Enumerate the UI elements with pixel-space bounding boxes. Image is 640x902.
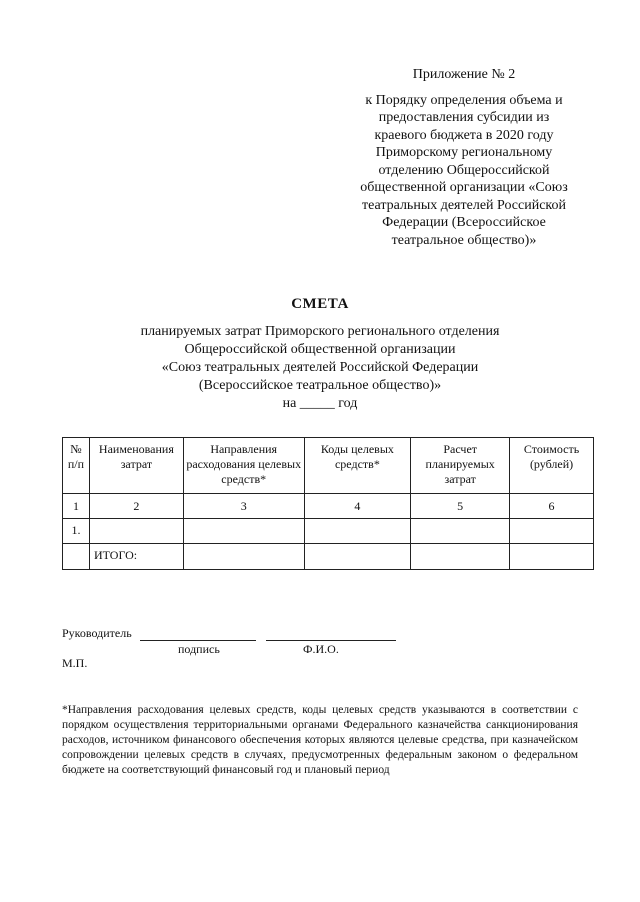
signature-caption: подпись [178, 642, 220, 656]
header-cell-number: № п/п [63, 438, 90, 494]
subtitle-line: Общероссийской общественной организации [184, 342, 456, 357]
header-cell-cost: Стоимость (рублей) [510, 438, 594, 494]
estimate-table [62, 437, 594, 570]
appendix-block [330, 66, 598, 249]
subtitle-year-line: на _____ год [282, 396, 358, 411]
appendix-line: общественной организации «Союз [360, 180, 568, 195]
column-number-row [63, 494, 594, 519]
column-number: 3 [183, 494, 304, 519]
appendix-line: к Порядку определения объема и [365, 92, 563, 108]
appendix-line: театральное общество)» [391, 232, 537, 248]
subtitle-line: планируемых затрат Приморского регионального отделения [140, 324, 500, 339]
document-subtitle [60, 323, 580, 413]
table-cell [183, 544, 304, 570]
table-cell [89, 519, 183, 544]
total-label: ИТОГО: [89, 544, 183, 570]
column-number: 4 [304, 494, 411, 519]
signature-line [62, 626, 132, 641]
table-row [63, 519, 594, 544]
row-number: 1. [63, 519, 90, 544]
header-cell-codes: Коды целевых средств* [304, 438, 411, 494]
column-number: 6 [510, 494, 594, 519]
seal-label: М.П. [62, 656, 88, 670]
table-cell [304, 544, 411, 570]
table-cell [63, 544, 90, 570]
table-cell [411, 519, 510, 544]
name-caption: Ф.И.О. [303, 642, 339, 656]
name-underline [266, 640, 396, 641]
header-cell-names: Наименования затрат [89, 438, 183, 494]
appendix-line: предоставления субсидии из [378, 110, 550, 125]
subtitle-line: «Союз театральных деятелей Российской Федерации [161, 360, 479, 375]
appendix-line: Федерации (Всероссийское [382, 215, 546, 230]
appendix-number: Приложение № 2 [412, 67, 516, 82]
table-cell [183, 519, 304, 544]
table-cell [510, 544, 594, 570]
table-cell [411, 544, 510, 570]
column-number: 2 [89, 494, 183, 519]
head-label: Руководитель [62, 626, 132, 640]
document-title: СМЕТА [291, 296, 349, 312]
appendix-line: театральных деятелей Российской [361, 197, 567, 213]
signature-underline [140, 640, 256, 641]
subtitle-line: (Всероссийское театральное общество)» [198, 378, 442, 393]
header-cell-calculation: Расчет планируемых затрат [411, 438, 510, 494]
column-number: 5 [411, 494, 510, 519]
header-cell-directions: Направления расходования целевых средств* [183, 438, 304, 494]
table-header-row [63, 438, 594, 494]
appendix-line: краевого бюджета в 2020 году [374, 127, 554, 143]
table-cell [304, 519, 411, 544]
column-number: 1 [63, 494, 90, 519]
footnote: *Направления расходования целевых средств, коды целевых средств указываются в соответствии с порядком осуществления территориальными органами Федерального казначейства санкционирования расходов, источником финансового обеспечения которых являются целевые средства, при казначейском сопровождении целевых средств в случаях, предусмотренных федеральным законом о федеральном бюджете на соответствующий финансовый год и плановый период [62, 704, 578, 776]
appendix-line: Приморскому региональному [375, 145, 553, 160]
table-cell [510, 519, 594, 544]
appendix-line: отделению Общероссийской [378, 162, 550, 178]
total-row [63, 544, 594, 570]
